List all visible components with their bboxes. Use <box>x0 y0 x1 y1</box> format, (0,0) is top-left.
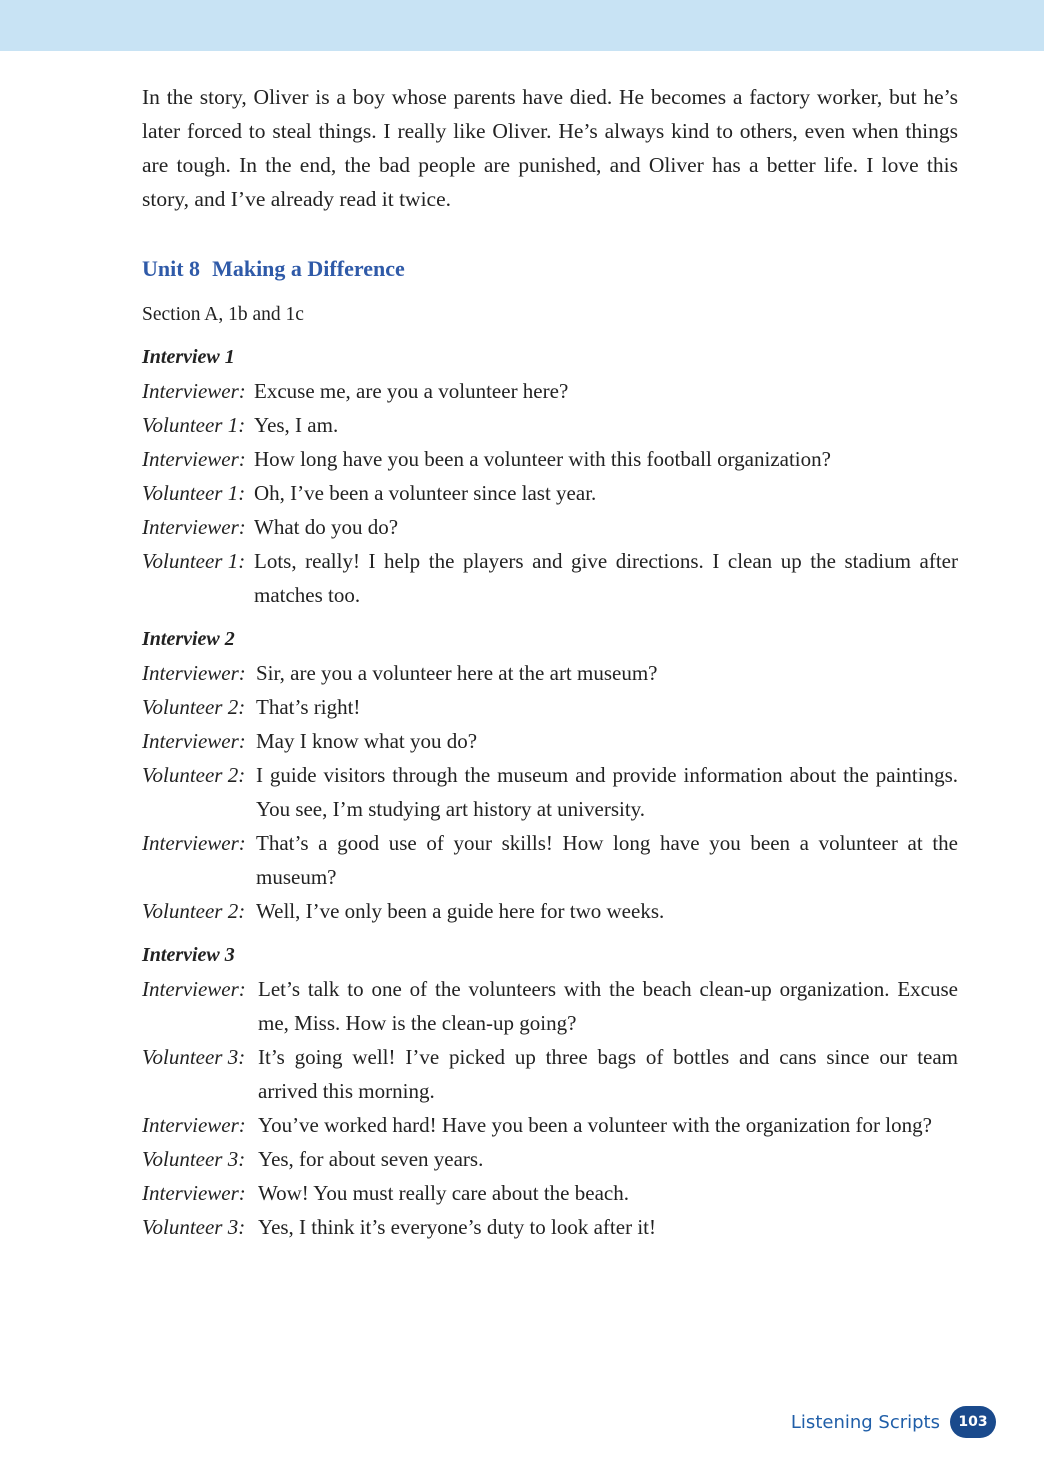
speaker-label: Interviewer: <box>142 447 246 471</box>
dialogue-line <box>142 374 958 408</box>
utterance: Sir, are you a volunteer here at the art museum? <box>256 661 658 685</box>
utterance: That’s a good use of your skills! How long have you been a volunteer at the museum? <box>256 831 958 889</box>
page-content <box>142 80 958 1244</box>
unit-number: Unit 8 <box>142 256 201 281</box>
utterance: Oh, I’ve been a volunteer since last year. <box>254 481 597 505</box>
dialogue-line <box>142 826 958 894</box>
speaker-label: Interviewer: <box>142 1181 246 1205</box>
unit-heading <box>142 252 958 286</box>
utterance: How long have you been a volunteer with this football organization? <box>254 447 831 471</box>
intro-paragraph: In the story, Oliver is a boy whose parents have died. He becomes a factory worker, but he’s later forced to steal things. I really like Oliver. He’s always kind to others, even when things are tough. In the end, the bad people are punished, and Oliver has a better life. I love this story, and I’ve already read it twice. <box>142 85 958 211</box>
speaker-label: Interviewer: <box>142 379 246 403</box>
dialogue-line <box>142 1142 958 1176</box>
utterance: Excuse me, are you a volunteer here? <box>254 379 569 403</box>
speaker-label: Interviewer: <box>142 1113 246 1137</box>
top-color-band <box>0 0 1044 51</box>
dialogue-line <box>142 758 958 826</box>
speaker-label: Volunteer 1: <box>142 481 246 505</box>
section-heading: Section A, 1b and 1c <box>142 304 304 325</box>
utterance: Yes, I think it’s everyone’s duty to look after it! <box>258 1215 656 1239</box>
page-footer <box>791 1405 996 1439</box>
dialogue-line <box>142 894 958 928</box>
utterance: What do you do? <box>254 515 399 539</box>
speaker-label: Volunteer 1: <box>142 413 246 437</box>
unit-title: Making a Difference <box>212 256 405 281</box>
utterance: Yes, I am. <box>254 413 339 437</box>
utterance: It’s going well! I’ve picked up three bags of bottles and cans since our team arrived this morning. <box>258 1045 958 1103</box>
dialogue-line <box>142 724 958 758</box>
interview-block-2 <box>142 622 958 928</box>
utterance: You’ve worked hard! Have you been a volunteer with the organization for long? <box>258 1113 932 1137</box>
dialogue-line <box>142 408 958 442</box>
dialogue-line <box>142 1108 958 1142</box>
utterance: That’s right! <box>256 695 361 719</box>
speaker-label: Volunteer 2: <box>142 695 246 719</box>
dialogue-line <box>142 690 958 724</box>
dialogue-line <box>142 476 958 510</box>
speaker-label: Volunteer 3: <box>142 1045 246 1069</box>
interview-title: Interview 3 <box>142 944 235 966</box>
interview-title: Interview 1 <box>142 346 235 368</box>
dialogue-line <box>142 1176 958 1210</box>
dialogue-line <box>142 1210 958 1244</box>
speaker-label: Interviewer: <box>142 515 246 539</box>
utterance: I guide visitors through the museum and provide information about the paintings. You see, I’m studying art history at university. <box>256 763 958 821</box>
utterance: Well, I’ve only been a guide here for two weeks. <box>256 899 665 923</box>
utterance: May I know what you do? <box>256 729 478 753</box>
speaker-label: Volunteer 1: <box>142 549 246 573</box>
dialogue-line <box>142 656 958 690</box>
utterance: Lots, really! I help the players and give directions. I clean up the stadium after matches too. <box>254 549 958 607</box>
interview-title: Interview 2 <box>142 628 235 650</box>
page-number-badge: 103 <box>950 1406 996 1438</box>
speaker-label: Volunteer 2: <box>142 899 246 923</box>
footer-section-label: Listening Scripts <box>790 1411 940 1433</box>
dialogue-line <box>142 442 958 476</box>
interview-block-1 <box>142 340 958 612</box>
speaker-label: Interviewer: <box>142 729 246 753</box>
speaker-label: Interviewer: <box>142 977 246 1001</box>
dialogue-line <box>142 544 958 612</box>
interview-block-3 <box>142 938 958 1244</box>
speaker-label: Interviewer: <box>142 831 246 855</box>
speaker-label: Volunteer 3: <box>142 1215 246 1239</box>
utterance: Yes, for about seven years. <box>258 1147 484 1171</box>
speaker-label: Volunteer 2: <box>142 763 246 787</box>
speaker-label: Interviewer: <box>142 661 246 685</box>
utterance: Wow! You must really care about the beach. <box>258 1181 629 1205</box>
utterance: Let’s talk to one of the volunteers with the beach clean-up organization. Excuse me, Miss. How is the clean-up going? <box>258 977 958 1035</box>
dialogue-line <box>142 510 958 544</box>
speaker-label: Volunteer 3: <box>142 1147 246 1171</box>
dialogue-line <box>142 972 958 1040</box>
dialogue-line <box>142 1040 958 1108</box>
